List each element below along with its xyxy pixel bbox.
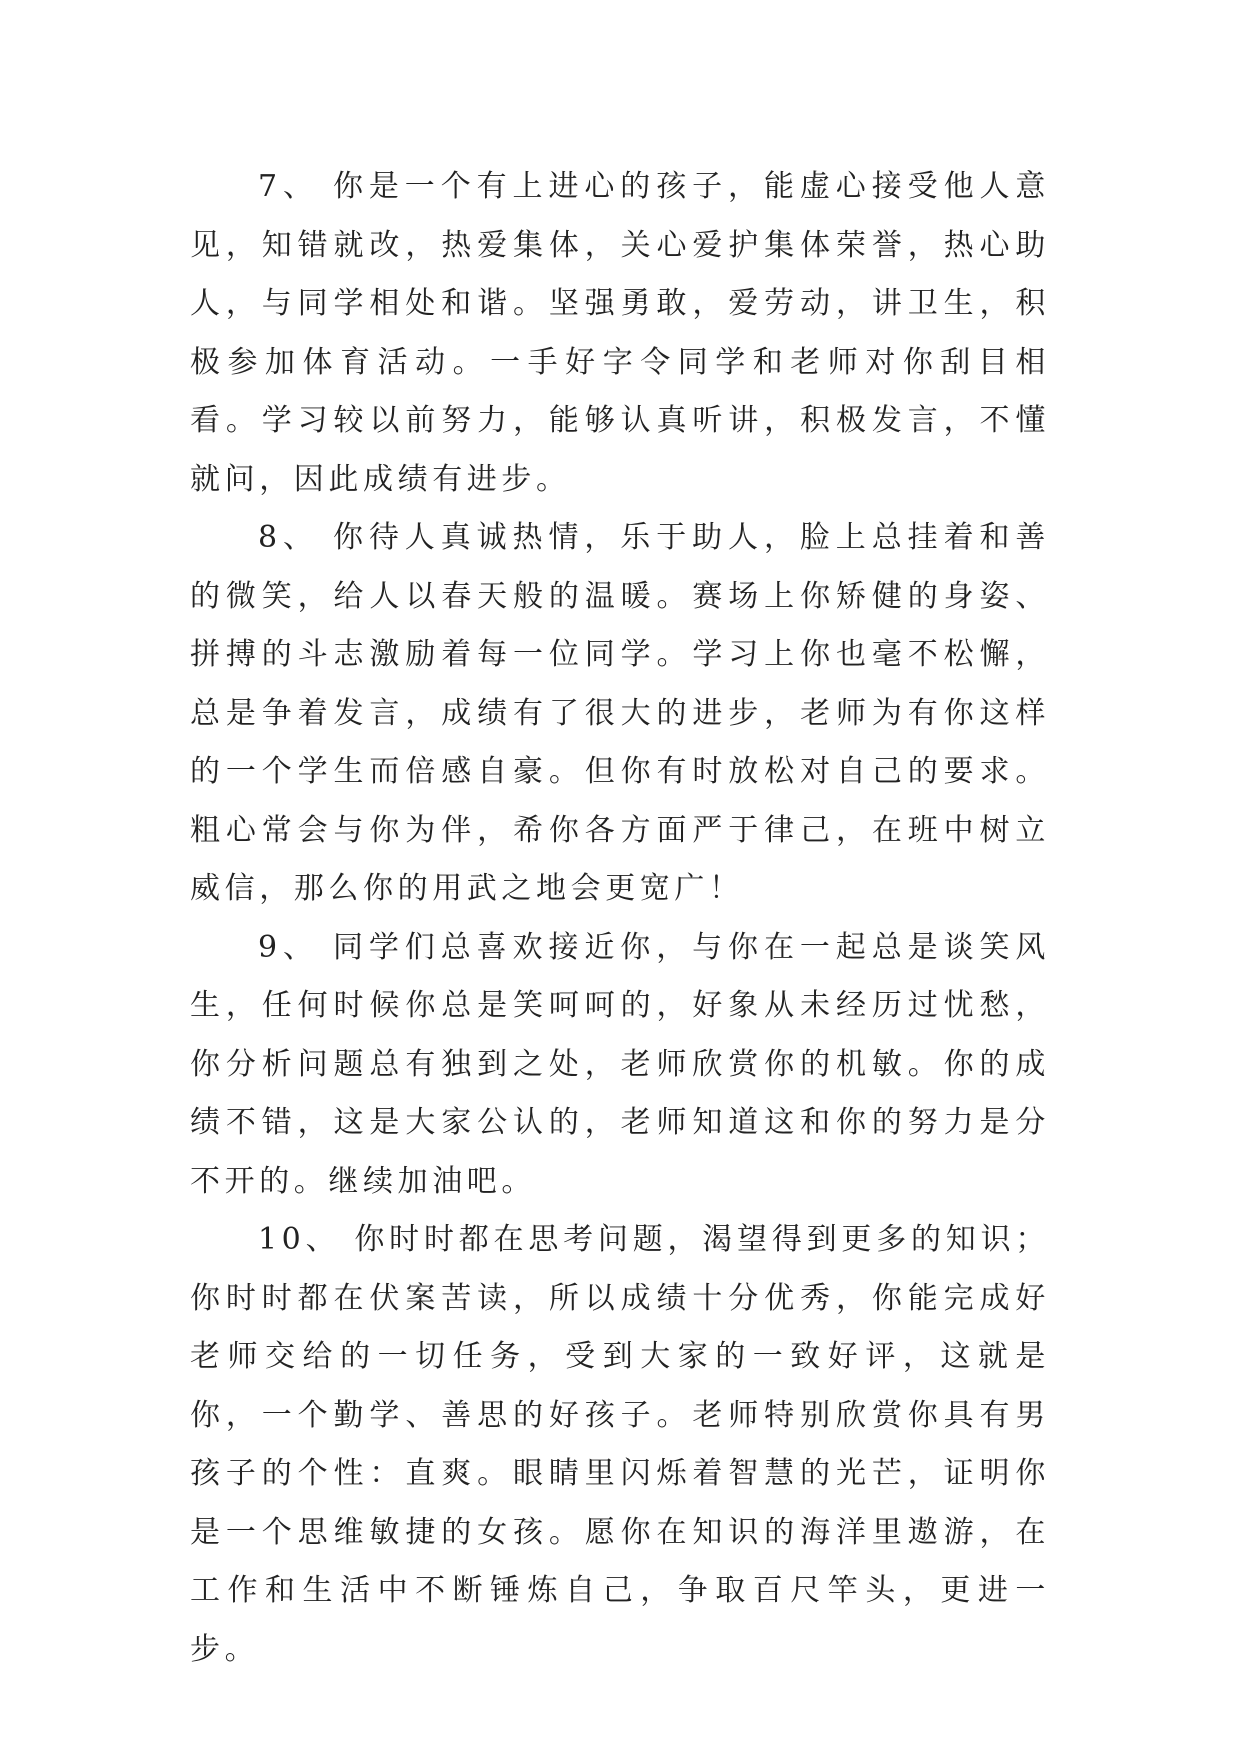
document-body <box>190 158 1050 1679</box>
paragraph-8 <box>190 509 1050 919</box>
paragraph-text: 你待人真诚热情，乐于助人，脸上总挂着和善的微笑，给人以春天般的温暖。赛场上你矫健的身姿、拼搏的斗志激励着每一位同学。学习上你也毫不松懈，总是争着发言，成绩有了很大的进步，老师为有你这样的一个学生而倍感自豪。但你有时放松对自己的要求。粗心常会与你为伴，希你各方面严于律己，在班中树立威信，那么你的用武之地会更宽广！ <box>190 520 1051 906</box>
paragraph-text: 你时时都在思考问题，渴望得到更多的知识；你时时都在伏案苦读，所以成绩十分优秀，你能完成好老师交给的一切任务，受到大家的一致好评，这就是你，一个勤学、善思的好孩子。老师特别欣赏你具有男孩子的个性：直爽。眼睛里闪烁着智慧的光芒，证明你是一个思维敏捷的女孩。愿你在知识的海洋里遨游，在工作和生活中不断锤炼自己，争取百尺竿头，更进一步。 <box>190 1222 1050 1667</box>
paragraph-7 <box>190 158 1050 509</box>
paragraph-text: 你是一个有上进心的孩子，能虚心接受他人意见，知错就改，热爱集体，关心爱护集体荣誉，热心助人，与同学相处和谐。坚强勇敢，爱劳动，讲卫生，积极参加体育活动。一手好字令同学和老师对你刮目相看。学习较以前努力，能够认真听讲，积极发言，不懂就问，因此成绩有进步。 <box>190 169 1051 497</box>
paragraph-10 <box>190 1211 1050 1679</box>
paragraph-number: 8、 <box>258 520 319 555</box>
paragraph-number: 10、 <box>258 1222 341 1257</box>
paragraph-number: 9、 <box>258 929 319 965</box>
paragraph-text: 同学们总喜欢接近你，与你在一起总是谈笑风生，任何时候你总是笑呵呵的，好象从未经历过忧愁，你分析问题总有独到之处，老师欣赏你的机敏。你的成绩不错，这是大家公认的，老师知道这和你的努力是分不开的。继续加油吧。 <box>190 929 1051 1199</box>
paragraph-number: 7、 <box>258 169 319 204</box>
paragraph-9 <box>190 919 1050 1212</box>
